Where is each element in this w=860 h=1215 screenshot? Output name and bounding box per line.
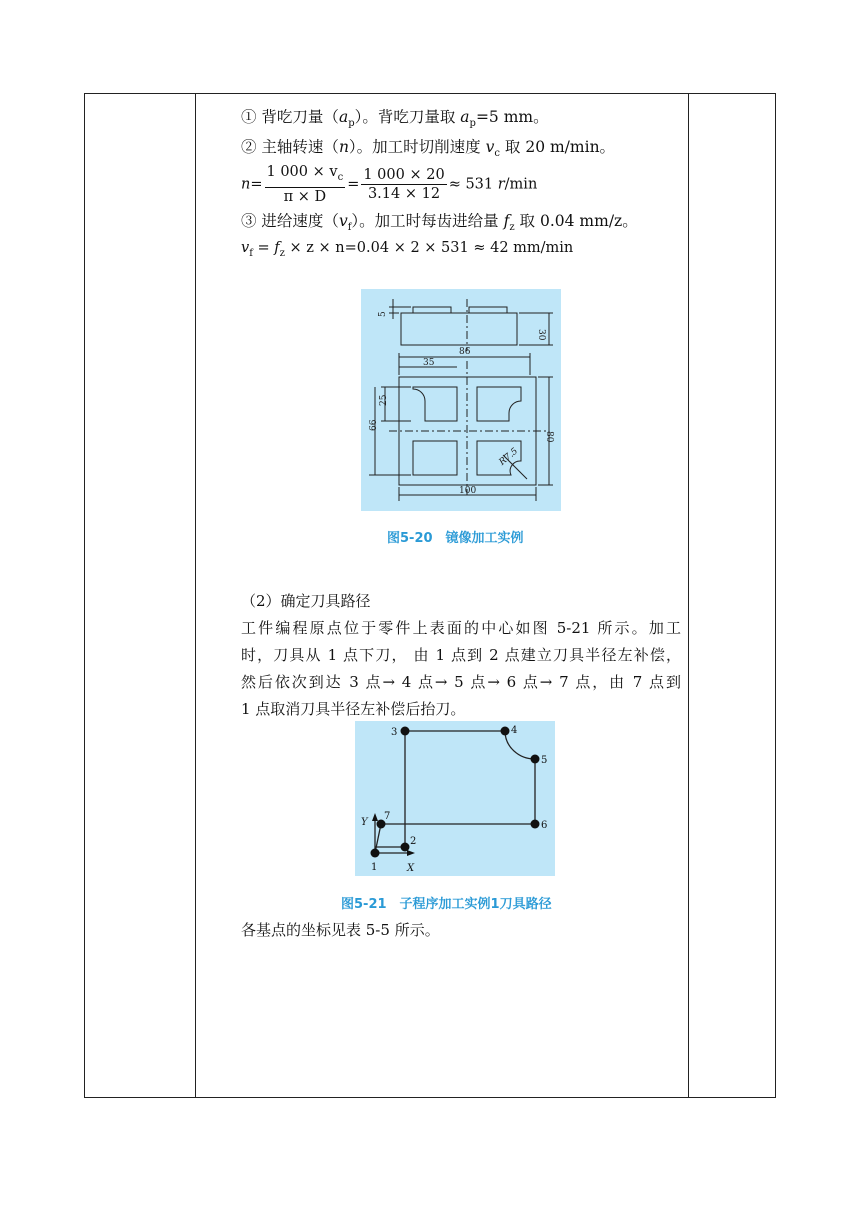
point-label-3: 3 — [391, 727, 398, 738]
content-cell — [195, 93, 688, 1098]
paragraph-line: 1 点取消刀具半径左补偿后抬刀。 — [241, 700, 466, 718]
point-label-2: 2 — [410, 836, 417, 847]
figure-caption-5-21: 图5-21 子程序加工实例1刀具路径 — [341, 897, 552, 912]
point-label-1: 1 — [371, 862, 378, 873]
dim-100: 100 — [459, 486, 477, 496]
dim-66: 66 — [369, 419, 379, 431]
paragraph-line: 然后依次到达 3 点→ 4 点→ 5 点→ 6 点→ 7 点，由 7 点到 — [241, 673, 681, 691]
formula-feed-rate: $v_f = f_z \times z \times n=0.04 \times 2 \times 531 \approx 42$ mm/min — [241, 240, 574, 259]
point-label-6: 6 — [541, 820, 548, 831]
dim-86: 86 — [459, 347, 471, 357]
dim-radius: R7.5 — [497, 446, 521, 468]
dim-35: 35 — [423, 358, 435, 368]
param-depth-of-cut: ① 背吃刀量$(a_p)$。背吃刀量取 $a_p=5$ mm。 — [241, 108, 549, 130]
formula-spindle-speed: n= $\frac{1 000 \times v_c}{\pi \times D}$ = $\frac{1 000 \times 20}{3.14 \times 12}$ ≈ 531 r/min — [241, 164, 538, 205]
figure-tool-path — [355, 721, 555, 876]
figure-caption-5-20: 图5-20 镜像加工实例 — [387, 531, 524, 546]
point-label-5: 5 — [541, 755, 548, 766]
fraction-numeric: $\frac{1 000 \times 20}{3.14 \times 12}$ — [363, 166, 445, 202]
paragraph-line: 工件编程原点位于零件上表面的中心如图 5-21 所示。加工 — [241, 619, 681, 637]
dim-5: 5 — [378, 311, 388, 317]
param-feed-rate: ③ 进给速度$(v_f)$。加工时每齿进给量 $f_z$ 取 0.04 mm/z。 — [241, 212, 638, 234]
axis-y-label: Y — [361, 817, 368, 828]
footer-text: 各基点的坐标见表 5-5 所示。 — [241, 921, 440, 939]
axis-x-label: X — [407, 863, 415, 874]
param-spindle-speed: ② 主轴转速（n）。加工时切削速度 $v_c$ 取 20 m/min。 — [241, 138, 616, 160]
fraction-symbolic: $\frac{1 000 \times v_c}{\pi \times D}$ — [266, 164, 344, 205]
column-divider-right — [688, 94, 689, 1097]
section-paragraph — [241, 615, 681, 723]
dim-30: 30 — [536, 329, 546, 341]
figure-mirror-machining-drawing — [361, 289, 561, 511]
point-label-7: 7 — [384, 811, 391, 822]
section-heading: （2）确定刀具路径 — [241, 592, 371, 610]
dim-25: 25 — [379, 394, 389, 406]
dim-80: 80 — [544, 431, 554, 443]
point-label-4: 4 — [511, 725, 518, 736]
paragraph-line: 时，刀具从 1 点下刀， 由 1 点到 2 点建立刀具半径左补偿， — [241, 646, 681, 664]
